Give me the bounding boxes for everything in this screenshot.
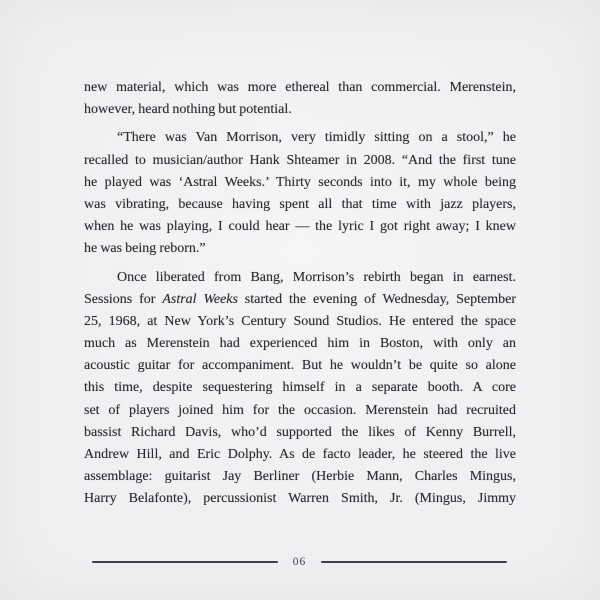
footer-rule-right <box>321 561 507 563</box>
text-line: this time, despite sequestering himself in a separate booth. A core <box>84 380 516 396</box>
text-line: assemblage: guitarist Jay Berliner (Herbie Mann, Charles Mingus, <box>84 469 516 485</box>
text-line: he was being reborn.” <box>84 241 206 257</box>
text-line: he played was ‘Astral Weeks.’ Thirty seconds into it, my whole being <box>84 174 516 190</box>
text-line: however, heard nothing but potential. <box>84 102 292 118</box>
text-line: 25, 1968, at New York’s Century Sound Studios. He entered the space <box>84 313 516 329</box>
text-line: new material, which was more ethereal than commercial. Merenstein, <box>84 80 516 95</box>
text-line: “There was Van Morrison, very timidly sitting on a stool,” he <box>117 130 516 146</box>
paragraph <box>84 77 516 121</box>
page-number: 06 <box>292 556 307 568</box>
text-line: Sessions for Astral Weeks started the evening of Wednesday, September <box>84 291 516 307</box>
italic-title: Astral Weeks <box>162 291 238 307</box>
page-footer <box>92 555 507 569</box>
paragraph <box>84 127 516 260</box>
text-line: bassist Richard Davis, who’d supported the likes of Kenny Burrell, <box>84 424 516 440</box>
text-line: set of players joined him for the occasion. Merenstein had recruited <box>84 402 516 418</box>
text-line: Once liberated from Bang, Morrison’s rebirth began in earnest. <box>117 269 516 285</box>
text-line: acoustic guitar for accompaniment. But he wouldn’t be quite so alone <box>84 358 516 374</box>
text-line: much as Merenstein had experienced him in Boston, with only an <box>84 336 516 352</box>
text-block <box>84 77 516 511</box>
text-line: when he was playing, I could hear — the lyric I got right away; I knew <box>84 219 516 235</box>
text-line: Andrew Hill, and Eric Dolphy. As de facto leader, he steered the live <box>84 447 516 462</box>
footer-rule-left <box>92 561 278 563</box>
paragraph <box>84 267 516 511</box>
text-line: Harry Belafonte), percussionist Warren Smith, Jr. (Mingus, Jimmy <box>84 491 516 507</box>
text-line: recalled to musician/author Hank Shteamer in 2008. “And the first tune <box>84 152 516 168</box>
text-line: was vibrating, because having spent all that time with jazz players, <box>84 196 516 212</box>
